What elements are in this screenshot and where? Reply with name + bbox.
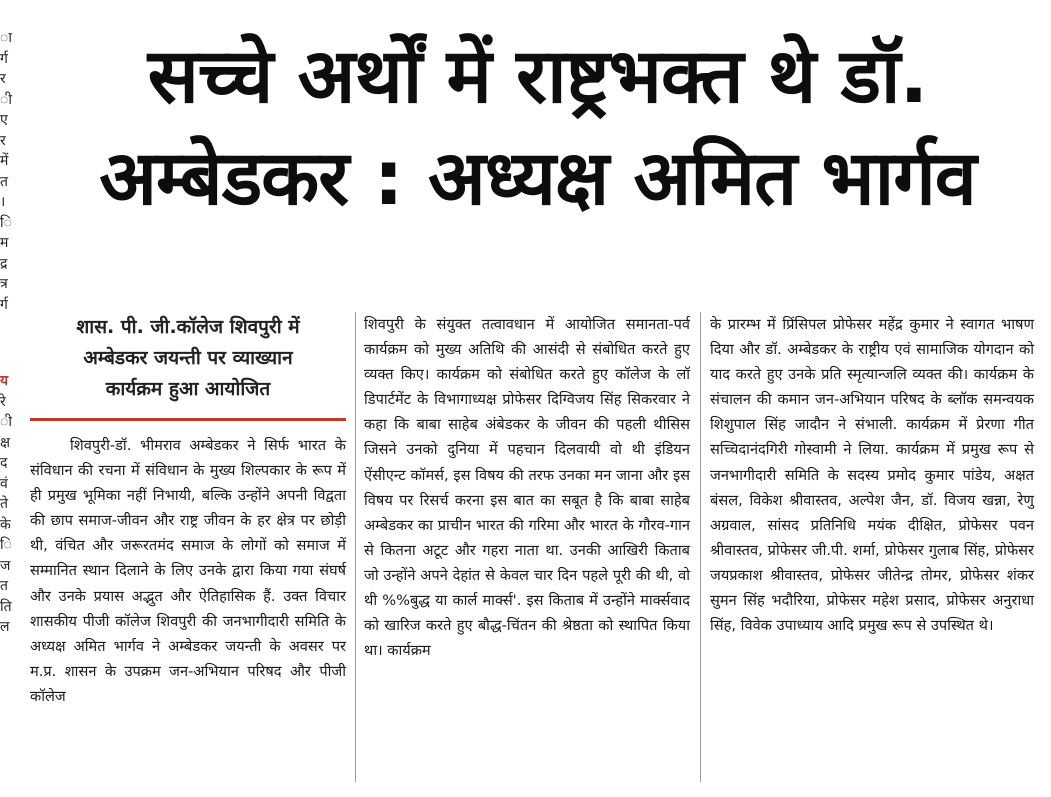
fragment: त्र bbox=[0, 276, 8, 292]
fragment: क्ष bbox=[0, 434, 11, 451]
sub-headline-line-1: शास. पी. जी.कॉलेज शिवपुरी में bbox=[76, 316, 300, 338]
article-column-1 bbox=[30, 433, 346, 709]
fragment: ल bbox=[0, 619, 10, 635]
fragment: के bbox=[0, 516, 11, 533]
article-column-2 bbox=[364, 312, 690, 663]
column-divider bbox=[700, 312, 701, 782]
sub-headline bbox=[30, 312, 346, 405]
fragment: ए bbox=[0, 112, 8, 128]
fragment: ि bbox=[0, 214, 12, 231]
sub-headline-line-3: कार्यक्रम हुआ आयोजित bbox=[105, 378, 271, 400]
fragment: वं bbox=[0, 475, 8, 492]
article-paragraph: शिवपुरी के संयुक्त तत्वावधान में आयोजित समानता-पर्व कार्यक्रम को मुख्य अतिथि की आसंदी से संबोधित करते हुए व्यक्त किए। कार्यक्रम को संबोधित करते हुए कॉलेज के लॉ डिपार्टमेंट के विभागाध्यक्ष प्रोफेसर दिग्विजय सिंह सिकरवार ने कहा कि बाबा साहेब अंबेडकर के जीवन की पहली थीसिस जिसने उनको दुनिया में पहचान दिलवायी वो थी इंडियन ऐंसीएन्ट कॉमर्स, इस विषय की तरफ उनका मन जाना और इस विषय पर रिसर्च करना इस बात का सबूत है कि बाबा साहेब अम्बेडकर का प्राचीन भारत की गरिमा और भारत के गौरव-गान से कितना अटूट और गहरा नाता था. उनकी आखिरी किताब जो उन्होंने अपने देहांत से केवल चार दिन पहले पूरी की थी, वो थी %%बुद्ध या कार्ल मार्क्स'. इस किताब में उन्होंने मार्क्सवाद को खारिज करते हुए बौद्ध-चिंतन की श्रेष्ठता को स्थापित किया था। कार्यक्रम bbox=[364, 316, 690, 660]
sub-headline-line-2: अम्बेडकर जयन्ती पर व्याख्यान bbox=[83, 347, 293, 369]
article-column-3 bbox=[710, 312, 1034, 638]
headline bbox=[30, 26, 1045, 230]
fragment: ते bbox=[0, 496, 8, 512]
article-paragraph: शिवपुरी-डॉ. भीमराव अम्बेडकर ने सिर्फ भारत के संविधान की रचना में संविधान के मुख्य शिल्पकार के रूप में ही प्रमुख भूमिका नहीं निभायी, बल्कि उन्होंने अपनी विद्वता की छाप समाज-जीवन और राष्ट्र जीवन के हर क्षेत्र पर छोड़ी थी, वंचित और जरूरतमंद समाज के लोगों को समाज में सम्मानित स्थान दिलाने के लिए उनके द्वारा किया गया संघर्ष और उनके प्रयास अद्भुत और ऐतिहासिक हैं. उक्त विचार शासकीय पीजी कॉलेज शिवपुरी की जनभागीदारी समिति के अध्यक्ष अमित भार्गव ने अम्बेडकर जयन्ती के अवसर पर म.प्र. शासन के उपक्रम जन-अभियान परिषद और पीजी कॉलेज bbox=[30, 437, 346, 705]
fragment: ि bbox=[0, 537, 12, 553]
fragment: । bbox=[0, 194, 6, 210]
fragment: र्ग bbox=[0, 50, 8, 67]
fragment: र bbox=[0, 71, 6, 87]
fragment: ी bbox=[0, 91, 12, 108]
previous-column-fragment bbox=[0, 28, 16, 638]
fragment: ा bbox=[0, 30, 12, 46]
fragment: य bbox=[0, 373, 9, 389]
fragment: त bbox=[0, 173, 8, 190]
fragment: द bbox=[0, 455, 8, 471]
fragment: र्ग bbox=[0, 296, 8, 313]
fragment: ति bbox=[0, 598, 12, 615]
fragment: द्र bbox=[0, 255, 8, 272]
article-paragraph: के प्रारम्भ में प्रिंसिपल प्रोफेसर महेंद्र कुमार ने स्वागत भाषण दिया और डॉ. अम्बेडकर के राष्ट्रीय एवं सामाजिक योगदान को याद करते हुए उनके प्रति स्मृत्यान्जलि व्यक्त की। कार्यक्रम के संचालन की कमान जन-अभियान परिषद के ब्लॉक समन्वयक शिशुपाल सिंह जादौन ने संभाली. कार्यक्रम में प्रेरणा गीत सच्चिदानंदगिरी गोस्वामी ने लिया. कार्यक्रम में प्रमुख रूप से जनभागीदारी समिति के सदस्य प्रमोद कुमार पांडेय, अक्षत बंसल, विकेश श्रीवास्तव, अल्पेश जैन, डॉ. विजय खन्ना, रेणु अग्रवाल, सांसद प्रतिनिधि मयंक दीक्षित, प्रोफेसर पवन श्रीवास्तव, प्रोफेसर जी.पी. शर्मा, प्रोफेसर गुलाब सिंह, प्रोफेसर जयप्रकाश श्रीवास्तव, प्रोफेसर जीतेन्द्र तोमर, प्रोफेसर शंकर सुमन सिंह भदौरिया, प्रोफेसर महेश प्रसाद, प्रोफेसर अनुराधा सिंह, विवेक उपाध्याय आदि प्रमुख रूप से उपस्थित थे। bbox=[710, 316, 1034, 635]
fragment: ी bbox=[0, 414, 12, 430]
fragment: रे bbox=[0, 393, 6, 410]
headline-line-1: सच्चे अर्थों में राष्ट्रभक्त थे डॉ. bbox=[147, 32, 928, 120]
sub-headline-underline bbox=[30, 418, 346, 421]
fragment: र bbox=[0, 132, 6, 149]
headline-line-2: अम्बेडकर : अध्यक्ष अमित भार्गव bbox=[99, 134, 976, 222]
fragment: में bbox=[0, 153, 9, 169]
fragment: म bbox=[0, 235, 9, 251]
fragment: ज bbox=[0, 557, 11, 574]
fragment: त bbox=[0, 578, 8, 594]
column-divider bbox=[355, 312, 356, 782]
